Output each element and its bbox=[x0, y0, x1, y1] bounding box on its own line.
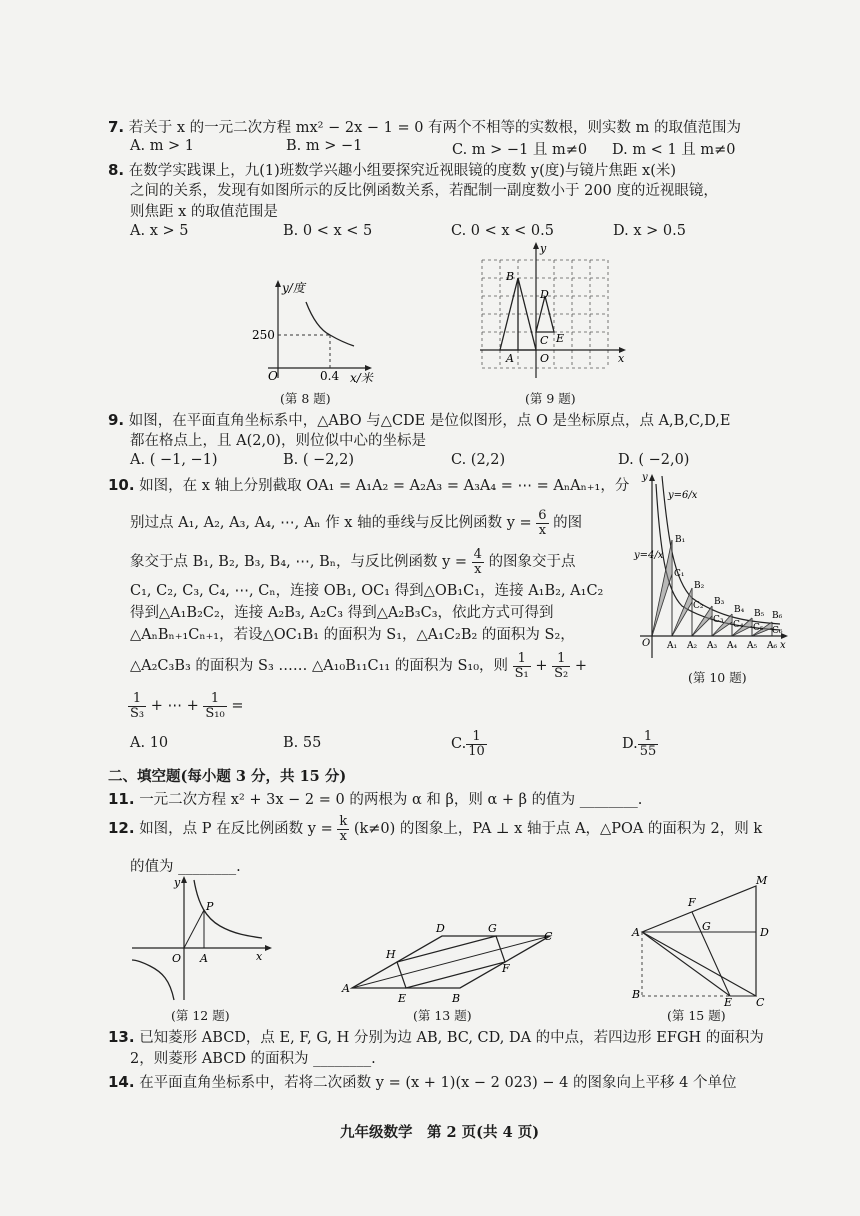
question-text-line: C₁, C₂, C₃, C₄, ⋯, Cₙ，连接 OB₁, OC₁ 得到△OB₁C₁，连接 A₁B₂, A₁C₂ bbox=[130, 583, 604, 599]
fig13-point-c: C bbox=[544, 930, 553, 943]
fig9-point-c: C bbox=[540, 334, 549, 347]
fig10-a5: A₅ bbox=[747, 641, 758, 651]
fig10-c1: C₁ bbox=[674, 569, 685, 579]
fig15-point-f: F bbox=[688, 896, 696, 909]
q10-option-d bbox=[622, 724, 658, 764]
q8-option-d: D. x > 0.5 bbox=[613, 223, 686, 239]
question-7 bbox=[108, 117, 741, 138]
question-text: 若关于 x 的一元二次方程 mx² − 2x − 1 = 0 有两个不相等的实数根，则实数 m 的取值范围为 bbox=[128, 120, 742, 136]
fig10-c3: C₃ bbox=[713, 615, 724, 625]
fig10-curve-6-label: y=6/x bbox=[668, 490, 698, 501]
page-footer: 九年级数学 第 2 页(共 4 页) bbox=[340, 1124, 540, 1141]
numerator: 4 bbox=[473, 546, 482, 562]
question-text-line: 如图，在 x 轴上分别截取 OA₁ = A₁A₂ = A₂A₃ = A₃A₄ = ⋯ = AₙAₙ₊₁，分 bbox=[139, 478, 630, 494]
denominator: 55 bbox=[639, 743, 657, 759]
fig12-origin: O bbox=[172, 952, 182, 965]
figure-15-geometry bbox=[628, 872, 778, 1009]
q7-option-d: D. m < 1 且 m≠0 bbox=[612, 142, 736, 158]
fig13-point-d: D bbox=[436, 922, 445, 935]
fig10-b5: B₅ bbox=[754, 609, 765, 619]
fig13-point-g: G bbox=[488, 922, 497, 935]
q7-option-c: C. m > −1 且 m≠0 bbox=[452, 142, 588, 158]
question-number: 12. bbox=[108, 819, 135, 837]
text-segment: △A₂C₃B₃ 的面积为 S₃ …… △A₁₀B₁₁C₁₁ 的面积为 S₁₀，则 bbox=[130, 658, 509, 674]
answer-blank: ________. bbox=[579, 792, 643, 808]
question-text-line bbox=[130, 1049, 376, 1069]
question-text-line: 如图，在平面直角坐标系中，△ABO 与△CDE 是位似图形，点 O 是坐标原点，点 A,B,C,D,E bbox=[128, 413, 731, 429]
figure-9-caption: (第 9 题) bbox=[525, 391, 576, 406]
fig10-x-label: x bbox=[780, 640, 786, 651]
question-text-line: 已知菱形 ABCD，点 E, F, G, H 分别为边 AB, BC, CD, DA 的中点，若四边形 EFGH 的面积为 bbox=[139, 1030, 764, 1046]
question-14 bbox=[108, 1072, 736, 1093]
fig10-a6: A₆ bbox=[767, 641, 778, 651]
question-9 bbox=[108, 410, 730, 431]
fig13-point-e: E bbox=[398, 992, 407, 1005]
fig9-x-label: x bbox=[618, 352, 625, 365]
denominator: x bbox=[538, 522, 547, 538]
fig15-point-c: C bbox=[756, 996, 765, 1009]
question-number: 7. bbox=[108, 118, 125, 136]
question-text: 一元二次方程 x² + 3x − 2 = 0 的两根为 α 和 β，则 α + β 的值为 bbox=[139, 792, 576, 808]
plus-sign: + bbox=[574, 658, 588, 674]
text-segment: 2，则菱形 ABCD 的面积为 bbox=[130, 1051, 309, 1067]
question-10 bbox=[108, 475, 629, 496]
equals-sign: = bbox=[231, 698, 244, 714]
answer-blank: ________. bbox=[178, 859, 241, 875]
figure-15-caption: (第 15 题) bbox=[667, 1008, 726, 1023]
fig12-x-label: x bbox=[256, 950, 263, 963]
question-text-line bbox=[128, 686, 243, 726]
question-text-line bbox=[130, 544, 576, 580]
text-segment: 的值为 bbox=[130, 859, 174, 875]
fig15-point-a: A bbox=[632, 926, 640, 939]
fig9-point-b: B bbox=[506, 270, 515, 283]
fig9-point-d: D bbox=[540, 288, 549, 301]
q8-option-a: A. x > 5 bbox=[130, 223, 189, 239]
figure-13-caption: (第 13 题) bbox=[413, 1008, 472, 1023]
fraction-1-over-s1 bbox=[513, 652, 531, 681]
q9-option-c: C. (2,2) bbox=[451, 452, 506, 468]
fig10-c2: C₂ bbox=[693, 601, 704, 611]
question-text-line: 都在格点上，且 A(2,0)，则位似中心的坐标是 bbox=[130, 433, 426, 449]
fig15-point-e: E bbox=[724, 996, 733, 1009]
fig9-point-a: A bbox=[506, 352, 514, 365]
fig12-point-a: A bbox=[200, 952, 208, 965]
figure-12-graph bbox=[128, 874, 278, 1004]
fig12-point-p: P bbox=[206, 900, 214, 913]
question-text-line bbox=[130, 505, 582, 541]
question-text-line bbox=[130, 648, 587, 684]
fig10-a1: A₁ bbox=[667, 641, 678, 651]
fig10-a3: A₃ bbox=[707, 641, 718, 651]
q10-option-b: B. 55 bbox=[283, 735, 322, 751]
denominator: x bbox=[339, 828, 347, 844]
fraction-4-over-x bbox=[472, 548, 484, 577]
fig15-point-b: B bbox=[632, 988, 641, 1001]
figure-13-rhombus bbox=[338, 916, 564, 1006]
fig8-y-value: 250 bbox=[252, 328, 275, 342]
figure-10-graph bbox=[630, 470, 790, 660]
question-text-line: 在数学实践课上，九(1)班数学兴趣小组要探究近视眼镜的度数 y(度)与镜片焦距 x(米) bbox=[128, 163, 677, 179]
text-segment: (k≠0) 的图象上，PA ⊥ x 轴于点 A，△POA 的面积为 2，则 k bbox=[353, 821, 763, 837]
fig9-origin: O bbox=[540, 352, 550, 365]
answer-blank: ________. bbox=[313, 1051, 376, 1067]
fig10-y-label: y bbox=[642, 472, 648, 483]
question-number: 13. bbox=[108, 1028, 135, 1046]
fig8-x-label: x/米 bbox=[350, 371, 373, 385]
question-number: 11. bbox=[108, 790, 135, 808]
fig9-y-label: y bbox=[540, 242, 547, 255]
numerator: 1 bbox=[128, 692, 146, 707]
fraction-1-over-s2 bbox=[552, 652, 570, 681]
denominator: S₁ bbox=[514, 665, 529, 681]
q7-option-b: B. m > −1 bbox=[286, 138, 363, 154]
plus-sign: + bbox=[535, 658, 548, 674]
text-segment: 如图，点 P 在反比例函数 y = bbox=[139, 821, 333, 837]
denominator: S₂ bbox=[554, 665, 569, 681]
fig10-b6: B₆ bbox=[772, 611, 783, 621]
fig10-c6: C₆ bbox=[772, 626, 783, 636]
q8-option-c: C. 0 < x < 0.5 bbox=[451, 223, 554, 239]
option-letter: D. bbox=[622, 736, 638, 752]
text-segment: 的图 bbox=[553, 515, 583, 531]
q9-option-b: B. ( −2,2) bbox=[283, 452, 355, 468]
fig10-a2: A₂ bbox=[687, 641, 698, 651]
question-11 bbox=[108, 789, 642, 810]
q10-option-c bbox=[451, 724, 487, 764]
question-13 bbox=[108, 1027, 764, 1048]
numerator: 1 bbox=[552, 652, 570, 667]
denominator: S₁₀ bbox=[205, 705, 225, 721]
fraction-1-over-10 bbox=[466, 730, 487, 759]
fig10-curve-4-label: y=4/x bbox=[634, 550, 664, 561]
fraction-6-over-x bbox=[536, 509, 548, 538]
fig10-c5: C₅ bbox=[753, 623, 764, 633]
denominator: 10 bbox=[468, 743, 485, 759]
fig15-point-g: G bbox=[702, 920, 711, 933]
fig10-b2: B₂ bbox=[694, 581, 705, 591]
fig10-b3: B₃ bbox=[714, 597, 725, 607]
fraction-1-over-s3 bbox=[128, 692, 146, 721]
fraction-1-over-55 bbox=[638, 730, 659, 759]
text-segment: 象交于点 B₁, B₂, B₃, B₄, ⋯, Bₙ，与反比例函数 y = bbox=[130, 554, 468, 570]
numerator: 1 bbox=[466, 730, 487, 745]
section-title: 二、填空题(每小题 3 分，共 15 分) bbox=[108, 768, 347, 785]
question-number: 14. bbox=[108, 1073, 135, 1091]
fig10-b1: B₁ bbox=[675, 535, 686, 545]
fig15-point-m: M bbox=[756, 874, 768, 887]
fig13-point-h: H bbox=[386, 948, 396, 961]
fig10-b4: B₄ bbox=[734, 605, 745, 615]
fig13-point-b: B bbox=[452, 992, 461, 1005]
option-letter: C. bbox=[451, 736, 467, 752]
fig10-origin: O bbox=[642, 638, 651, 649]
fig13-point-a: A bbox=[342, 982, 350, 995]
question-number: 8. bbox=[108, 161, 125, 179]
figure-8-caption: (第 8 题) bbox=[280, 391, 331, 406]
numerator: 1 bbox=[513, 652, 531, 667]
fig9-point-e: E bbox=[556, 332, 565, 345]
fraction-1-over-s10 bbox=[203, 692, 226, 721]
fig10-a4: A₄ bbox=[727, 641, 738, 651]
denominator: S₃ bbox=[130, 705, 145, 721]
q9-option-a: A. ( −1, −1) bbox=[130, 452, 218, 468]
question-text-line: 之间的关系，发现有如图所示的反比例函数关系，若配制一副度数小于 200 度的近视眼镜， bbox=[130, 183, 718, 199]
q7-option-a: A. m > 1 bbox=[130, 138, 195, 154]
fig8-origin: O bbox=[268, 369, 278, 383]
fig8-x-value: 0.4 bbox=[320, 369, 340, 383]
q8-option-b: B. 0 < x < 5 bbox=[283, 223, 373, 239]
figure-9-grid bbox=[478, 240, 628, 390]
question-number: 10. bbox=[108, 476, 135, 494]
text-segment: 别过点 A₁, A₂, A₃, A₄, ⋯, Aₙ 作 x 轴的垂线与反比例函数 y = bbox=[130, 515, 532, 531]
ellipsis-sum: + ⋯ + bbox=[150, 698, 199, 714]
question-12 bbox=[108, 810, 762, 847]
question-text-line: 则焦距 x 的取值范围是 bbox=[130, 204, 278, 220]
question-text-line: 得到△A₁B₂C₂，连接 A₂B₃, A₂C₃ 得到△A₂B₃C₃，依此方式可得到 bbox=[130, 605, 554, 621]
numerator: k bbox=[339, 813, 348, 829]
fig12-y-label: y bbox=[174, 876, 181, 889]
question-8 bbox=[108, 160, 676, 181]
fig10-c4: C₄ bbox=[733, 620, 744, 630]
numerator: 1 bbox=[203, 692, 226, 707]
denominator: x bbox=[474, 561, 482, 577]
fig13-point-f: F bbox=[502, 962, 510, 975]
fig15-point-d: D bbox=[760, 926, 769, 939]
question-text-line: △AₙBₙ₊₁Cₙ₊₁，若设△OC₁B₁ 的面积为 S₁，△A₁C₂B₂ 的面积为 S₂， bbox=[130, 627, 575, 643]
q10-option-a: A. 10 bbox=[130, 735, 169, 751]
figure-12-caption: (第 12 题) bbox=[171, 1008, 230, 1023]
question-number: 9. bbox=[108, 411, 125, 429]
text-segment: 的图象交于点 bbox=[488, 554, 576, 570]
q9-option-d: D. ( −2,0) bbox=[618, 452, 690, 468]
question-text: 在平面直角坐标系中，若将二次函数 y = (x + 1)(x − 2 023) − 4 的图象向上平移 4 个单位 bbox=[139, 1075, 737, 1091]
figure-8-graph bbox=[252, 278, 388, 388]
fig8-y-label: y/度 bbox=[282, 281, 305, 295]
numerator: 6 bbox=[538, 507, 547, 523]
fraction-k-over-x bbox=[337, 815, 349, 844]
figure-10-caption: (第 10 题) bbox=[688, 670, 747, 685]
numerator: 1 bbox=[638, 730, 659, 745]
